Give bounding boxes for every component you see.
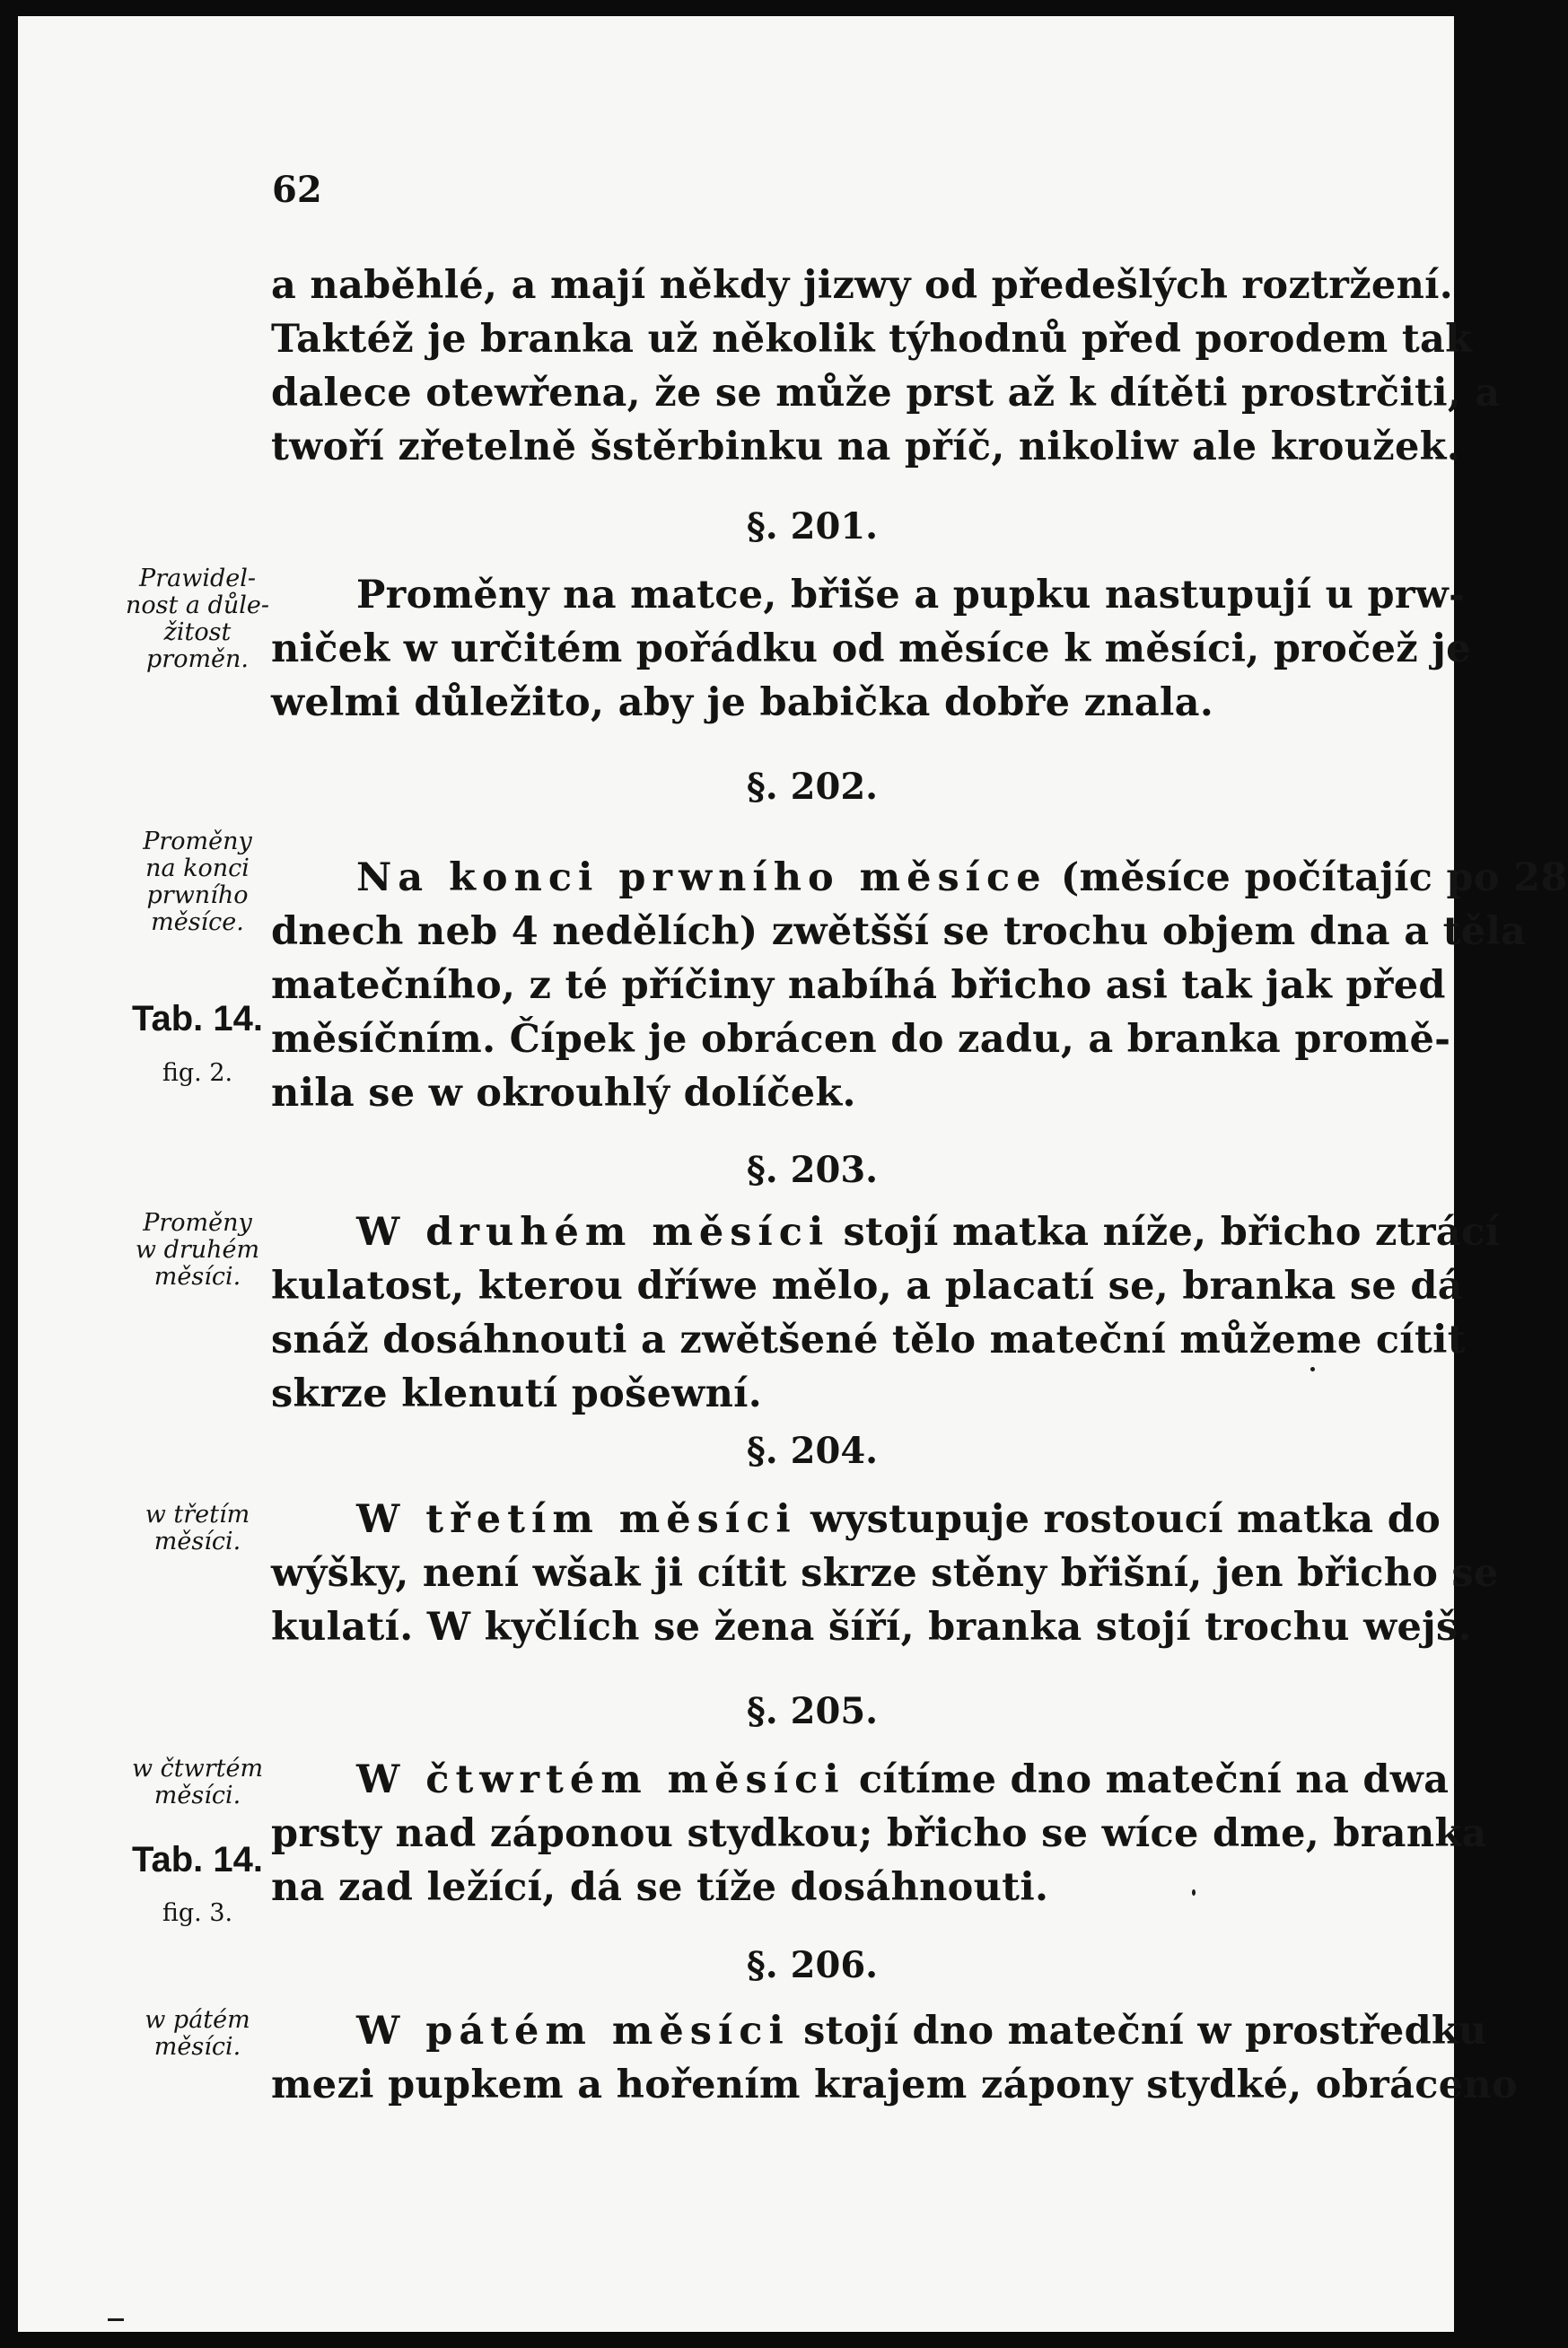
text-line: nila se w okrouhlý dolíček.: [271, 1071, 856, 1116]
text-line: a naběhlé, a mají někdy jizwy od předešlých roztržení.: [271, 263, 1454, 308]
page-number: 62: [272, 169, 322, 211]
scan-speck: [108, 2318, 124, 2321]
text-line: skrze klenutí pošewní.: [271, 1371, 763, 1416]
text-line: twoří zřetelně šstěrbinku na příč, nikoliw ale kroužek.: [271, 425, 1461, 469]
text-line: dnech neb 4 nedělích) zwětšší se trochu objem dna a těla: [271, 909, 1527, 954]
text-line: na zad ležící, dá se tíže dosáhnouti.: [271, 1865, 1049, 1910]
figure-reference: fig. 2.: [162, 1059, 233, 1087]
section-heading: §. 204.: [746, 1430, 879, 1472]
text-line: prsty nad záponou stydkou; břicho se wíce dme, branka: [271, 1811, 1487, 1856]
text-line: welmi důležito, aby je babička dobře znala.: [271, 680, 1214, 725]
section-heading: §. 202.: [746, 766, 879, 808]
text-line: matečního, z té příčiny nabíhá břicho asi tak jak před: [271, 963, 1446, 1008]
scan-speck: [1310, 1367, 1315, 1371]
margin-note: Proměny w druhém měsíci.: [135, 1209, 260, 1291]
text-line: měsíčním. Čípek je obrácen do zadu, a branka promě-: [271, 1017, 1451, 1062]
scan-speck: [1192, 1889, 1196, 1896]
margin-note: w čtwrtém měsíci.: [131, 1755, 264, 1809]
text-line: Taktéž je branka už několik týhodnů před porodem tak: [271, 317, 1473, 362]
text-line: mezi pupkem a hořením krajem zápony stydké, obráceno: [271, 2063, 1518, 2107]
text-line: Proměny na matce, břiše a pupku nastupují u prw-: [356, 573, 1466, 618]
text-line: Na konci prwního měsíce (měsíce počítajíc po 28: [356, 855, 1568, 900]
plate-reference: Tab. 14.: [132, 999, 263, 1038]
text-line: W čtwrtém měsíci cítíme dno mateční na dwa: [356, 1757, 1450, 1802]
figure-reference: fig. 3.: [162, 1899, 233, 1927]
margin-note: Proměny na konci prwního měsíce.: [143, 828, 252, 936]
text-line: W třetím měsíci wystupuje rostoucí matka do: [356, 1497, 1441, 1542]
margin-note: Prawidel- nost a důle- žitost proměn.: [125, 565, 270, 673]
section-heading: §. 206.: [746, 1944, 879, 1986]
text-line: W druhém měsíci stojí matka níže, břicho ztrácí: [356, 1210, 1501, 1255]
section-heading: §. 201.: [746, 505, 879, 548]
text-line: dalece otewřena, že se může prst až k dítěti prostrčiti, a: [271, 371, 1501, 416]
book-page: [18, 16, 1568, 2332]
section-heading: §. 205.: [746, 1690, 879, 1732]
text-line: snáž dosáhnouti a zwětšené tělo mateční můžeme cítit: [271, 1318, 1466, 1362]
margin-note: w pátém měsíci.: [145, 2006, 250, 2061]
text-line: kulatí. W kyčlích se žena šíří, branka stojí trochu wejš.: [271, 1605, 1472, 1650]
text-line: kulatost, kterou dříwe mělo, a placatí se, branka se dá: [271, 1264, 1463, 1309]
margin-note: w třetím měsíci.: [145, 1501, 250, 1555]
plate-reference: Tab. 14.: [132, 1840, 263, 1879]
text-line: wýšky, není wšak ji cítit skrze stěny břišní, jen břicho se: [271, 1551, 1499, 1596]
text-line: W pátém měsíci stojí dno mateční w prostředku: [356, 2009, 1487, 2054]
section-heading: §. 203.: [746, 1149, 879, 1191]
text-line: niček w určitém pořádku od měsíce k měsíci, pročež je: [271, 626, 1471, 671]
